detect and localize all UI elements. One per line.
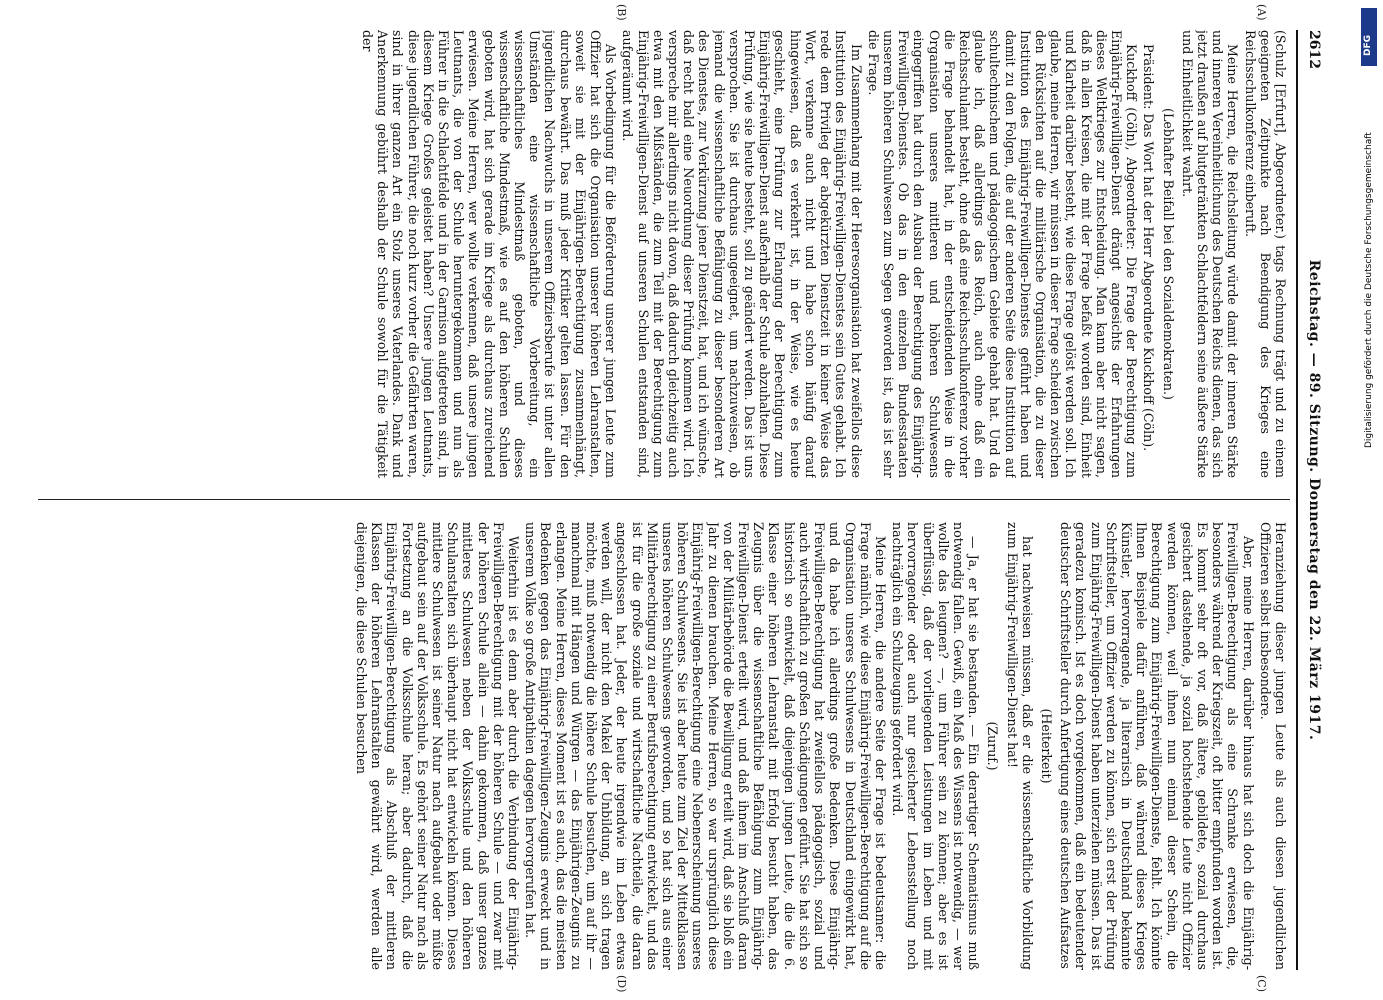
paragraph-q2: Aber, meine Herren, darüber hinaus hat sich doch die Einjährig-Freiwilligen-Berechtigung als eine Schranke erwiesen, die, besonders während der Kriegszeit, oft bitter empfunden worden ist. Es kommt sehr oft vor, daß ältere, gebildete, sozial durchaus gesichert dastehende, ja sozial hochstehende Leute nicht Offizier werden können, weil ihnen nun einmal dieser Schein, die Berechtigung zum Einjährig-Freiwilligen-Dienste, fehlt. Ich könnte Ihnen Beispiele dafür anführen, daß während dieses Krieges Künstler, hervorragende, ja literarisch in Deutschland bekannte Schriftsteller, um Offizier werden zu können, sich erst der Prüfung zum Einjährig-Freiwilligen-Dienst haben unterziehen müssen. Das ist geradezu komisch. Ist es doch vorgekommen, daß ein bedeutender deutscher Schriftsteller durch Anfertigung eines deutschen Aufsatzes bbox=[1058, 522, 1256, 970]
reichstag-protocol-sheet bbox=[38, 4, 1328, 993]
margin-marker-d: (D) bbox=[615, 975, 628, 993]
paragraph-q6: — Ja, er hat sie bestanden. — Ein derartiger Schematismus muß notwendig fallen. Gewiß, ein Maß des Wissens ist notwendig, — wer wollte das leugnen? —, um Führer sein zu können; aber es ist überflüssig, daß der vorliegenden Leistungen im Leben und mit hervorragender oder auch nur gesicherter Lebensstellung noch nachträglich ein Schulzeugnis gefordert wird. bbox=[890, 522, 982, 970]
dfg-logo bbox=[1361, 8, 1377, 66]
paragraph-q5: (Zuruf.) bbox=[985, 721, 1001, 771]
paragraph-p7: Als Vorbedingung für die Beförderung unserer jungen Leute zum Offizier hat sich die Organisation unserer höheren Lehranstalten, soweit sie mit der Einjährigen-Berechtigung zusammenhängt, durchaus bewährt. Das muß jeder Kritiker gelten lassen. Für den jugendlichen Nachwuchs in unserem Offiziersberufe ist unter allen Umständen eine wissenschaftliche Vorbereitung, ein wissenschaftliches Mindestmaß geboten, und dieses wissenschaftliche Mindestmaß, wie es auf den höheren Schulen geboten wird, hat sich gerade im Kriege als durchaus zureichend erwiesen. Meine Herren, wer wollte verkennen, daß unsere jungen Leutnants, die von der Schule heruntergekommen und nun als Führer in die Schlachtfelde und in der Garnison aufgetreten sind, in diesem Kriege Großes geleistet haben? Unsere jungen Leutnants, diese jugendlichen Führer, die noch kurz vorher die Gefährten waren, sind in ihrer ganzen Art ein Stolz unseres Vaterlandes. Dank und Anerkennung gebührt deshalb der Schule sowohl für die Tätigkeit der bbox=[360, 30, 619, 478]
page-number: 2612 bbox=[1306, 30, 1322, 69]
digitization-credit: Digitalisierung gefördert durch die Deutsche Forschungsgemeinschaft bbox=[1364, 132, 1374, 448]
paragraph-q3: (Heiterkeit) bbox=[1038, 708, 1054, 784]
margin-marker-c: (C) bbox=[1255, 975, 1268, 992]
column-divider bbox=[38, 499, 1290, 500]
credit-strip bbox=[1361, 8, 1377, 988]
running-header bbox=[1298, 30, 1328, 970]
dfg-logo-text: DFG bbox=[1363, 34, 1373, 56]
left-text-column bbox=[48, 30, 1288, 478]
paragraph-p2: Meine Herren, die Reichsleitung würde damit der inneren Stärke und inneren Vereinheitlichung des Deutschen Reichs dienen, das sich jetzt draußen auf blutgetränkten Schlachtfeldern seine äußere Stärke und Einheitlichkeit wahrt. bbox=[1179, 30, 1241, 478]
paragraph-p3: (Lebhafter Beifall bei den Sozialdemokraten.) bbox=[1160, 108, 1176, 400]
running-title: Reichstag. — 89. Sitzung. Donnerstag den 22. März 1917. bbox=[1306, 259, 1322, 741]
paragraph-p6: Im Zusammenhang mit der Heeresorganisation hat zweifellos diese Institution des Einjährig-Freiwilligen-Dienstes sein Gutes gehabt. Ich rede dem Privileg der abgekürzten Dienstzeit in keiner Weise das Wort, verkenne auch nicht und habe schon häufig darauf hingewiesen, daß es verkehrt ist, in der Weise, wie es heute geschieht, eine Prüfung zur Erlangung der Berechtigung zum Einjährig-Freiwilligen-Dienst außerhalb der Schule abzuhalten. Diese Prüfung, wie sie heute besteht, soll zu geändert werden. Das ist uns versprochen. Sie ist durchaus ungeeignet, um nachzuweisen, ob jemand die wissenschaftliche Befähigung zu dieser besonderen Art des Dienstes, zur Verkürzung jener Dienstzeit, hat, und ich wünsche, daß recht bald eine Neuordnung dieser Prüfung kommen wird. Ich verspreche mir allerdings nicht davon, daß dadurch gleichzeitig auch etwa mit den Mißständen, die zum Teil mit der Berechtigung zum Einjährig-Freiwilligen-Dienst auf unseren Schulen entstanden sind, aufgeräumt wird. bbox=[620, 30, 864, 478]
paragraph-p5: Kuckhoff (Cöln), Abgeordneter: Die Frage der Berechtigung zum Einjährig-Freiwilligen-Dienst drängt angesichts der Erfahrungen dieses Weltkrieges zur Entscheidung. Man kann aber nicht sagen, daß in allen Kreisen, die mit der Frage befaßt worden sind, Einheit und Klarheit darüber besteht, wie diese Frage gelöst werden soll. Ich glaube, meine Herren, wir müssen in dieser Frage scheiden zwischen den Rücksichten auf die militärische Organisation, die zu dieser Institution des Einjährig-Freiwilligen-Dienstes geführt haben und damit zu den Folgen, die auf der anderen Seite diese Institution auf schultechnischem und pädagogischem Gebiete gehabt hat. Und da glaube ich, daß allerdings das Reich, auch ohne daß ein Reichsschulamt besteht, ohne daß eine Reichsschulkonferenz vorher die Frage behandelt hat, in der entscheidenden Weise in die Organisation unseres mittleren und höheren Schulwesens eingegriffen hat durch den Ausbau der Berechtigung des Einjährig-Freiwilligen-Dienstes. Ob das in den einzelnen Bundesstaaten unserem höheren Schulwesen zum Segen geworden ist, das ist sehr die Frage. bbox=[865, 30, 1140, 478]
right-text-column bbox=[48, 522, 1288, 970]
header-rule bbox=[1296, 30, 1298, 970]
margin-marker-a: (A) bbox=[1255, 4, 1268, 21]
paragraph-p4: Präsident: Das Wort hat der Herr Abgeordnete Kuckhoff (Cöln). bbox=[1141, 44, 1157, 452]
margin-marker-b: (B) bbox=[615, 4, 628, 21]
paragraph-q8: Weiterhin ist es denn aber durch die Verbindung der Einjährig-Freiwilligen-Berechtigung mit der höheren Schule — und zwar mit der höheren Schule allein — dahin gekommen, daß unser ganzes mittleres Schulwesen neben der Volksschule und den höheren Schulanstalten sich überhaupt nicht hat entwickeln können. Dieses mittlere Schulwesen ist seiner Natur nach aufgebaut oder müßte aufgebaut sein auf der Volksschule. Es gehört seiner Natur nach als Fortsetzung an die Volksschule heran; aber dadurch, daß die Einjährig-Freiwilligen-Berechtigung als Abschluß der mittleren Klassen der höheren Lehranstalten gewährt wird, werden alle diejenigen, die diese Schulen besuchen bbox=[354, 522, 522, 970]
paragraph-p1: (Schulz [Erfurt], Abgeordneter.) tags Rechnung trägt und zu einem geeigneten Zeitpunkte nach Beendigung des Krieges eine Reichsschulkonferenz einberuft. bbox=[1242, 30, 1288, 478]
paragraph-q4: hat nachweisen müssen, daß er die wissenschaftliche Vorbildung zum Einjährig-Freiwilligen-Dienst hat! bbox=[1004, 522, 1035, 970]
paragraph-q7: Meine Herren, die andere Seite der Frage ist bedeutsamer: die Frage nämlich, wie diese Einjährig-Freiwilligen-Berechtigung auf die Organisation unseres Schulwesens in Deutschland eingewirkt hat, und da habe ich allerdings große Bedenken. Diese Einjährig-Freiwilligen-Berechtigung hat zweifellos pädagogisch, sozial und auch wirtschaftlich zu großen Schädigungen geführt. Sie hat sich so historisch so entwickelt, daß diejenigen jungen Leute, die die 6. Klasse einer höheren Lehranstalt mit Erfolg besucht haben, das Zeugnis über die wissenschaftliche Befähigung zum Einjährig-Freiwilligen-Dienst erteilt wird, und daß ihnen im Anschluß daran von der Militärbehörde die Bewilligung erteilt wird, daß sie bloß ein Jahr zu dienen brauchen. Meine Herren, so war ursprünglich diese Einjährig-Freiwilligen-Berechtigung eine Nebenerscheinung unseres höheren Schulwesens. Sie ist aber heute zum Ziel der Mittelklassen unseres höheren Schulwesens geworden, und so hat sich aus einer Militärberechtigung zu einer Berufsberechtigung entwickelt, und das ist für die große soziale und wirtschaftliche Nachteile, die daran angeschlossen hat. Jeder, der heute irgendwie im Leben etwas werden will, der nicht den Makel der Unbildung, an sich tragen möchte, muß notwendig die höhere Schule besuchen, um auf ihr — manchmal mit Hängen und Würgen — das Einjährigen-Zeugnis zu erlangen. Meine Herren, dieses Moment ist es auch, das die meisten Bedenken gegen das Einjährig-Freiwilligen-Zeugnis erweckt und in unserem Volke so große Antipathien dagegen hervorgerufen hat. bbox=[523, 522, 888, 970]
paragraph-q1: Heranziehung dieser jungen Leute als auch diesen jugendlichen Offizieren selbst insbesondere. bbox=[1257, 522, 1288, 970]
